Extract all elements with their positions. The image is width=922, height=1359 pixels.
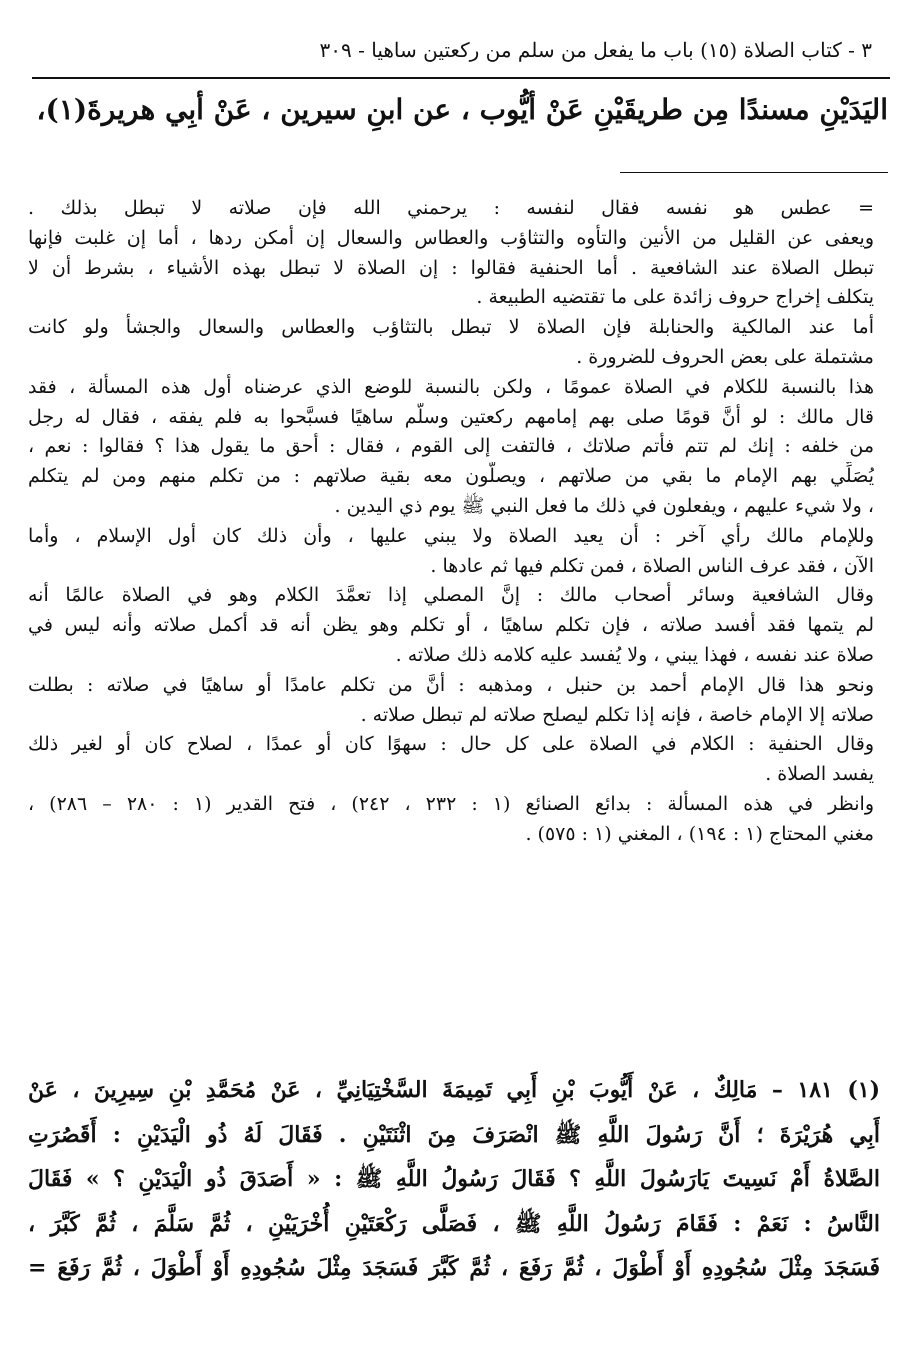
commentary-line: مغني المحتاج (١ : ١٩٤) ، المغني (١ : ٥٧٥) . (525, 822, 874, 845)
footnote-line: النَّاسُ : نَعَمْ : فَقَامَ رَسُولُ اللَّهِ ﷺ ، فَصَلَّى رَكْعَتَيْنِ أُخْرَيَيْنِ ، ثُمَّ سَلَّمَ ، ثُمَّ كَبَّرَ ، (28, 1210, 880, 1237)
commentary-line: صلاة عند نفسه ، فهذا يبني ، ولا يُفسد عليه كلامه ذلك صلاته . (395, 643, 874, 666)
footnote-line: (١) ١٨١ – مَالِكٌ ، عَنْ أَيُّوبَ بْنِ أَبِي تَمِيمَةَ السَّخْتِيَانِيِّ ، عَنْ مُحَمَّدِ بْنِ سِيرِينَ ، عَنْ (28, 1077, 880, 1103)
commentary-line: ونحو هذا قال الإمام أحمد بن حنبل ، ومذهبه : أنَّ من تكلم عامدًا أو ساهيًا في صلاته : بطلت (28, 673, 874, 696)
commentary-line: الآن ، فقد عرف الناس الصلاة ، فمن تكلم فيها ثم عادها . (430, 554, 874, 577)
footnote-line: فَسَجَدَ مِثْلَ سُجُودِهِ أَوْ أَطْوَلَ ، ثُمَّ رَفَعَ ، ثُمَّ كَبَّرَ فَسَجَدَ مِثْلَ سُجُودِهِ أَوْ أَطْوَلَ ، ثُمَّ رَفَعَ = (28, 1255, 880, 1281)
footnote-line: الصَّلاةُ أَمْ نَسِيتَ يَارَسُولَ اللَّهِ ؟ فَقَالَ رَسُولُ اللَّهِ ﷺ : « أَصَدَقَ ذُو الْيَدَيْنِ ؟ » فَقَالَ (28, 1166, 880, 1192)
footnote-line: أَبِي هُرَيْرَةَ ؛ أَنَّ رَسُولَ اللَّهِ ﷺ انْصَرَفَ مِنَ اثْنَتَيْنِ . فَقَالَ لَهُ ذُو الْيَدَيْنِ : أَقَصُرَتِ (28, 1121, 880, 1148)
commentary-line: أما عند المالكية والحنابلة فإن الصلاة لا تبطل بالتثاؤب والعطاس والسعال والجشأ ولو كانت (28, 316, 874, 339)
commentary-line: صلاته إلا الإمام خاصة ، فإنه إذا تكلم ليصلح صلاته لم تبطل صلاته . (360, 703, 874, 726)
commentary-line: لم يتمها فقد أفسد صلاته ، فإن تكلم ساهيًا ، أو تكلم وهو يظن أنه قد أكمل صلاته وأنه ليس في (28, 614, 874, 637)
commentary-line: ، ولا شيء عليهم ، ويفعلون في ذلك ما فعل النبي ﷺ يوم ذي اليدين . (334, 494, 874, 517)
hadith-footnote (28, 1068, 880, 1291)
commentary-line: وقال الحنفية : الكلام في الصلاة على كل حال : سهوًا كان أو عمدًا ، لصلاح كان أو لغير ذلك (28, 733, 874, 756)
commentary-line: ويعفى عن القليل من الأنين والتأوه والتثاؤب والعطاس والسعال إن أمكن ردها ، أما إن غلبت فإنها (28, 226, 874, 249)
commentary-line: وانظر في هذه المسألة : بدائع الصنائع (١ : ٢٣٢ ، ٢٤٢) ، فتح القدير (١ : ٢٨٠ – ٢٨٦) ، (28, 792, 874, 815)
footnote-separator (620, 172, 888, 173)
commentary-line: وقال الشافعية وسائر أصحاب مالك : إنَّ المصلي إذا تعمَّدَ الكلام وهو في الصلاة عالمًا أنه (28, 584, 874, 607)
commentary-line: يفسد الصلاة . (765, 763, 874, 786)
commentary-line: يُصَلِّي بهم الإمام ما بقي من صلاتهم ، ويصلُّون معه بقية صلاتهم : من تكلم منهم ومن لم يتكلم (28, 465, 874, 488)
commentary-line: وللإمام مالك رأي آخر : أن يعيد الصلاة ولا يبني عليها ، وأن ذلك كان أول الإسلام ، وأما (28, 524, 874, 547)
commentary-line: من خلفه : إنك لم تتم فأتم صلاتك ، فالتفت إلى القوم ، فقال : أحق ما يقول هذا ؟ فقالوا : نعم ، (28, 435, 874, 458)
running-header: ٣ - كتاب الصلاة (١٥) باب ما يفعل من سلم من ركعتين ساهيا - ٣٠٩ (319, 38, 872, 62)
commentary-line: يتكلف إخراج حروف زائدة على ما تقتضيه الطبيعة . (476, 286, 874, 309)
commentary-line: هذا بالنسبة للكلام في الصلاة عمومًا ، ولكن بالنسبة للوضع الذي عرضناه أول هذه المسألة ، فقد (28, 375, 874, 398)
commentary-block (28, 194, 874, 850)
commentary-line: تبطل الصلاة عند الشافعية . أما الحنفية فقالوا : إن الصلاة لا تبطل بهذه الأشياء ، بشرط أن لا (28, 256, 874, 279)
header-rule (32, 77, 890, 79)
main-text-line: اليَدَيْنِ مسندًا مِن طريقَيْنِ عَنْ أيُّوب ، عن ابنِ سيرين ، عَنْ أبِي هريرةَ(١)، (36, 93, 888, 126)
commentary-line: = عطس هو نفسه فقال لنفسه : يرحمني الله فإن صلاته لا تبطل بذلك . (28, 197, 874, 219)
commentary-line: مشتملة على بعض الحروف للضرورة . (576, 345, 874, 368)
commentary-line: قال مالك : لو أنَّ قومًا صلى بهم إمامهم ركعتين وسلَّم ساهيًا فسبَّحوا به فلم يفقه ، فقال له رجل (28, 405, 874, 428)
